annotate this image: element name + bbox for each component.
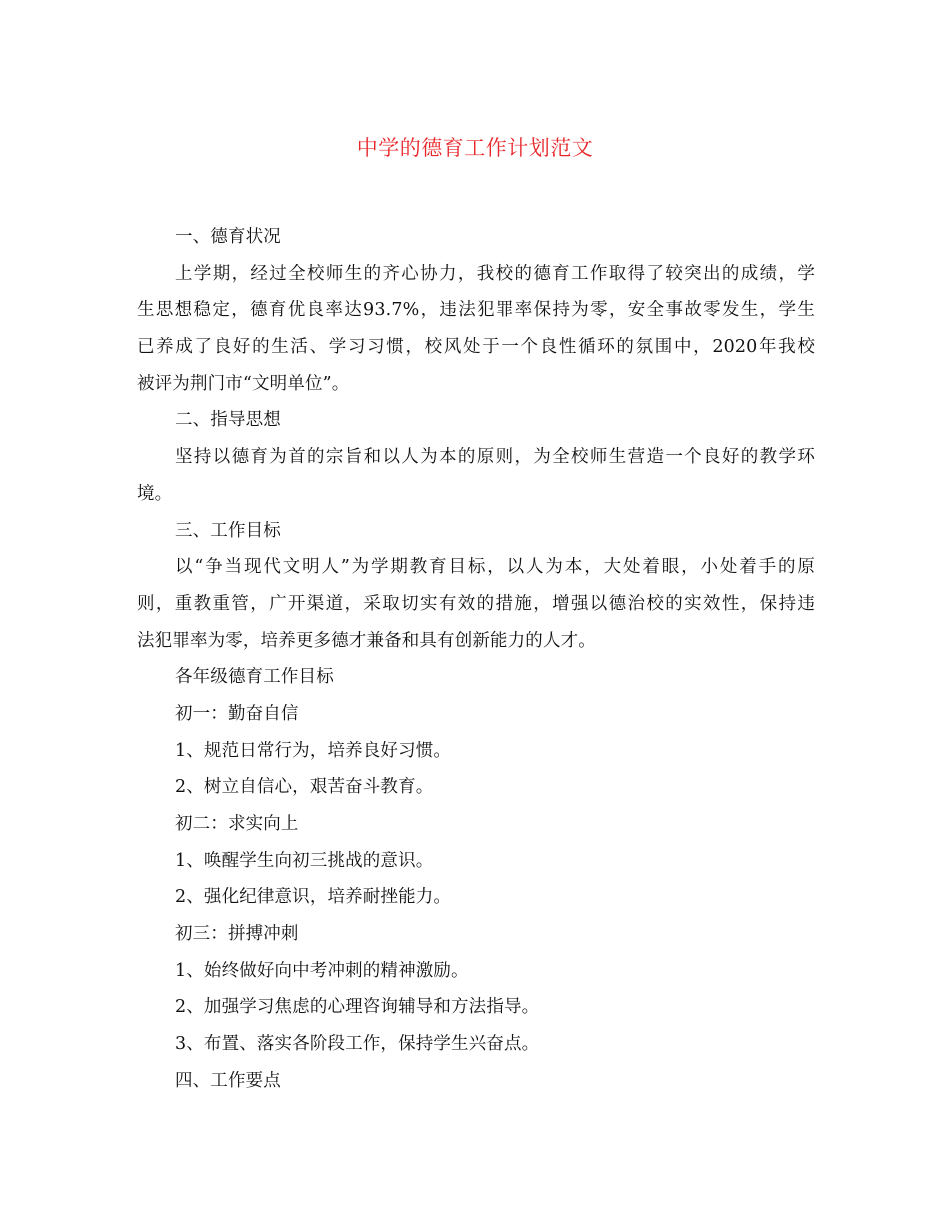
document-body xyxy=(137,219,815,1100)
paragraph-line: 生思想稳定，德育优良率达93.7%，违法犯罪率保持为零，安全事故零发生，学生 xyxy=(137,300,815,321)
list-item: 1、始终做好向中考冲刺的精神激励。 xyxy=(175,960,469,981)
list-item: 1、唤醒学生向初三挑战的意识。 xyxy=(175,850,434,871)
list-item: 2、强化纪律意识，培养耐挫能力。 xyxy=(175,887,452,908)
paragraph-line: 则，重教重管，广开渠道，采取切实有效的措施，增强以德治校的实效性，保持违 xyxy=(137,593,815,614)
paragraph-line: 坚持以德育为首的宗旨和以人为本的原则，为全校师生营造一个良好的教学环 xyxy=(175,447,815,468)
paragraph-line: 以“争当现代文明人”为学期教育目标，以人为本，大处着眼，小处着手的原 xyxy=(175,557,815,578)
paragraph-line: 上学期，经过全校师生的齐心协力，我校的德育工作取得了较突出的成绩，学 xyxy=(175,263,815,284)
paragraph-line: 已养成了良好的生活、学习习惯，校风处于一个良性循环的氛围中，2020年我校 xyxy=(137,337,815,358)
list-item: 2、加强学习焦虑的心理咨询辅导和方法指导。 xyxy=(175,997,540,1018)
section-heading-work-goals: 三、工作目标 xyxy=(175,520,281,541)
list-item: 3、布置、落实各阶段工作，保持学生兴奋点。 xyxy=(175,1034,540,1055)
grade-heading-grade-two: 初二：求实向上 xyxy=(175,814,299,834)
paragraph-line: 境。 xyxy=(137,483,173,504)
list-item: 2、树立自信心，艰苦奋斗教育。 xyxy=(175,777,434,798)
section-heading-moral-status: 一、德育状况 xyxy=(175,227,281,247)
section-heading-work-points: 四、工作要点 xyxy=(175,1070,281,1091)
grade-heading-grade-one: 初一：勤奋自信 xyxy=(175,703,299,724)
document-title: 中学的德育工作计划范文 xyxy=(356,136,594,160)
section-heading-guiding-thought: 二、指导思想 xyxy=(175,410,281,431)
paragraph-line: 法犯罪率为零，培养更多德才兼备和具有创新能力的人才。 xyxy=(137,630,596,651)
subheading-grade-goals: 各年级德育工作目标 xyxy=(175,667,334,688)
grade-heading-grade-three: 初三：拼搏冲刺 xyxy=(175,924,299,945)
list-item: 1、规范日常行为，培养良好习惯。 xyxy=(175,740,452,761)
paragraph-line: 被评为荆门市“文明单位”。 xyxy=(137,373,350,394)
